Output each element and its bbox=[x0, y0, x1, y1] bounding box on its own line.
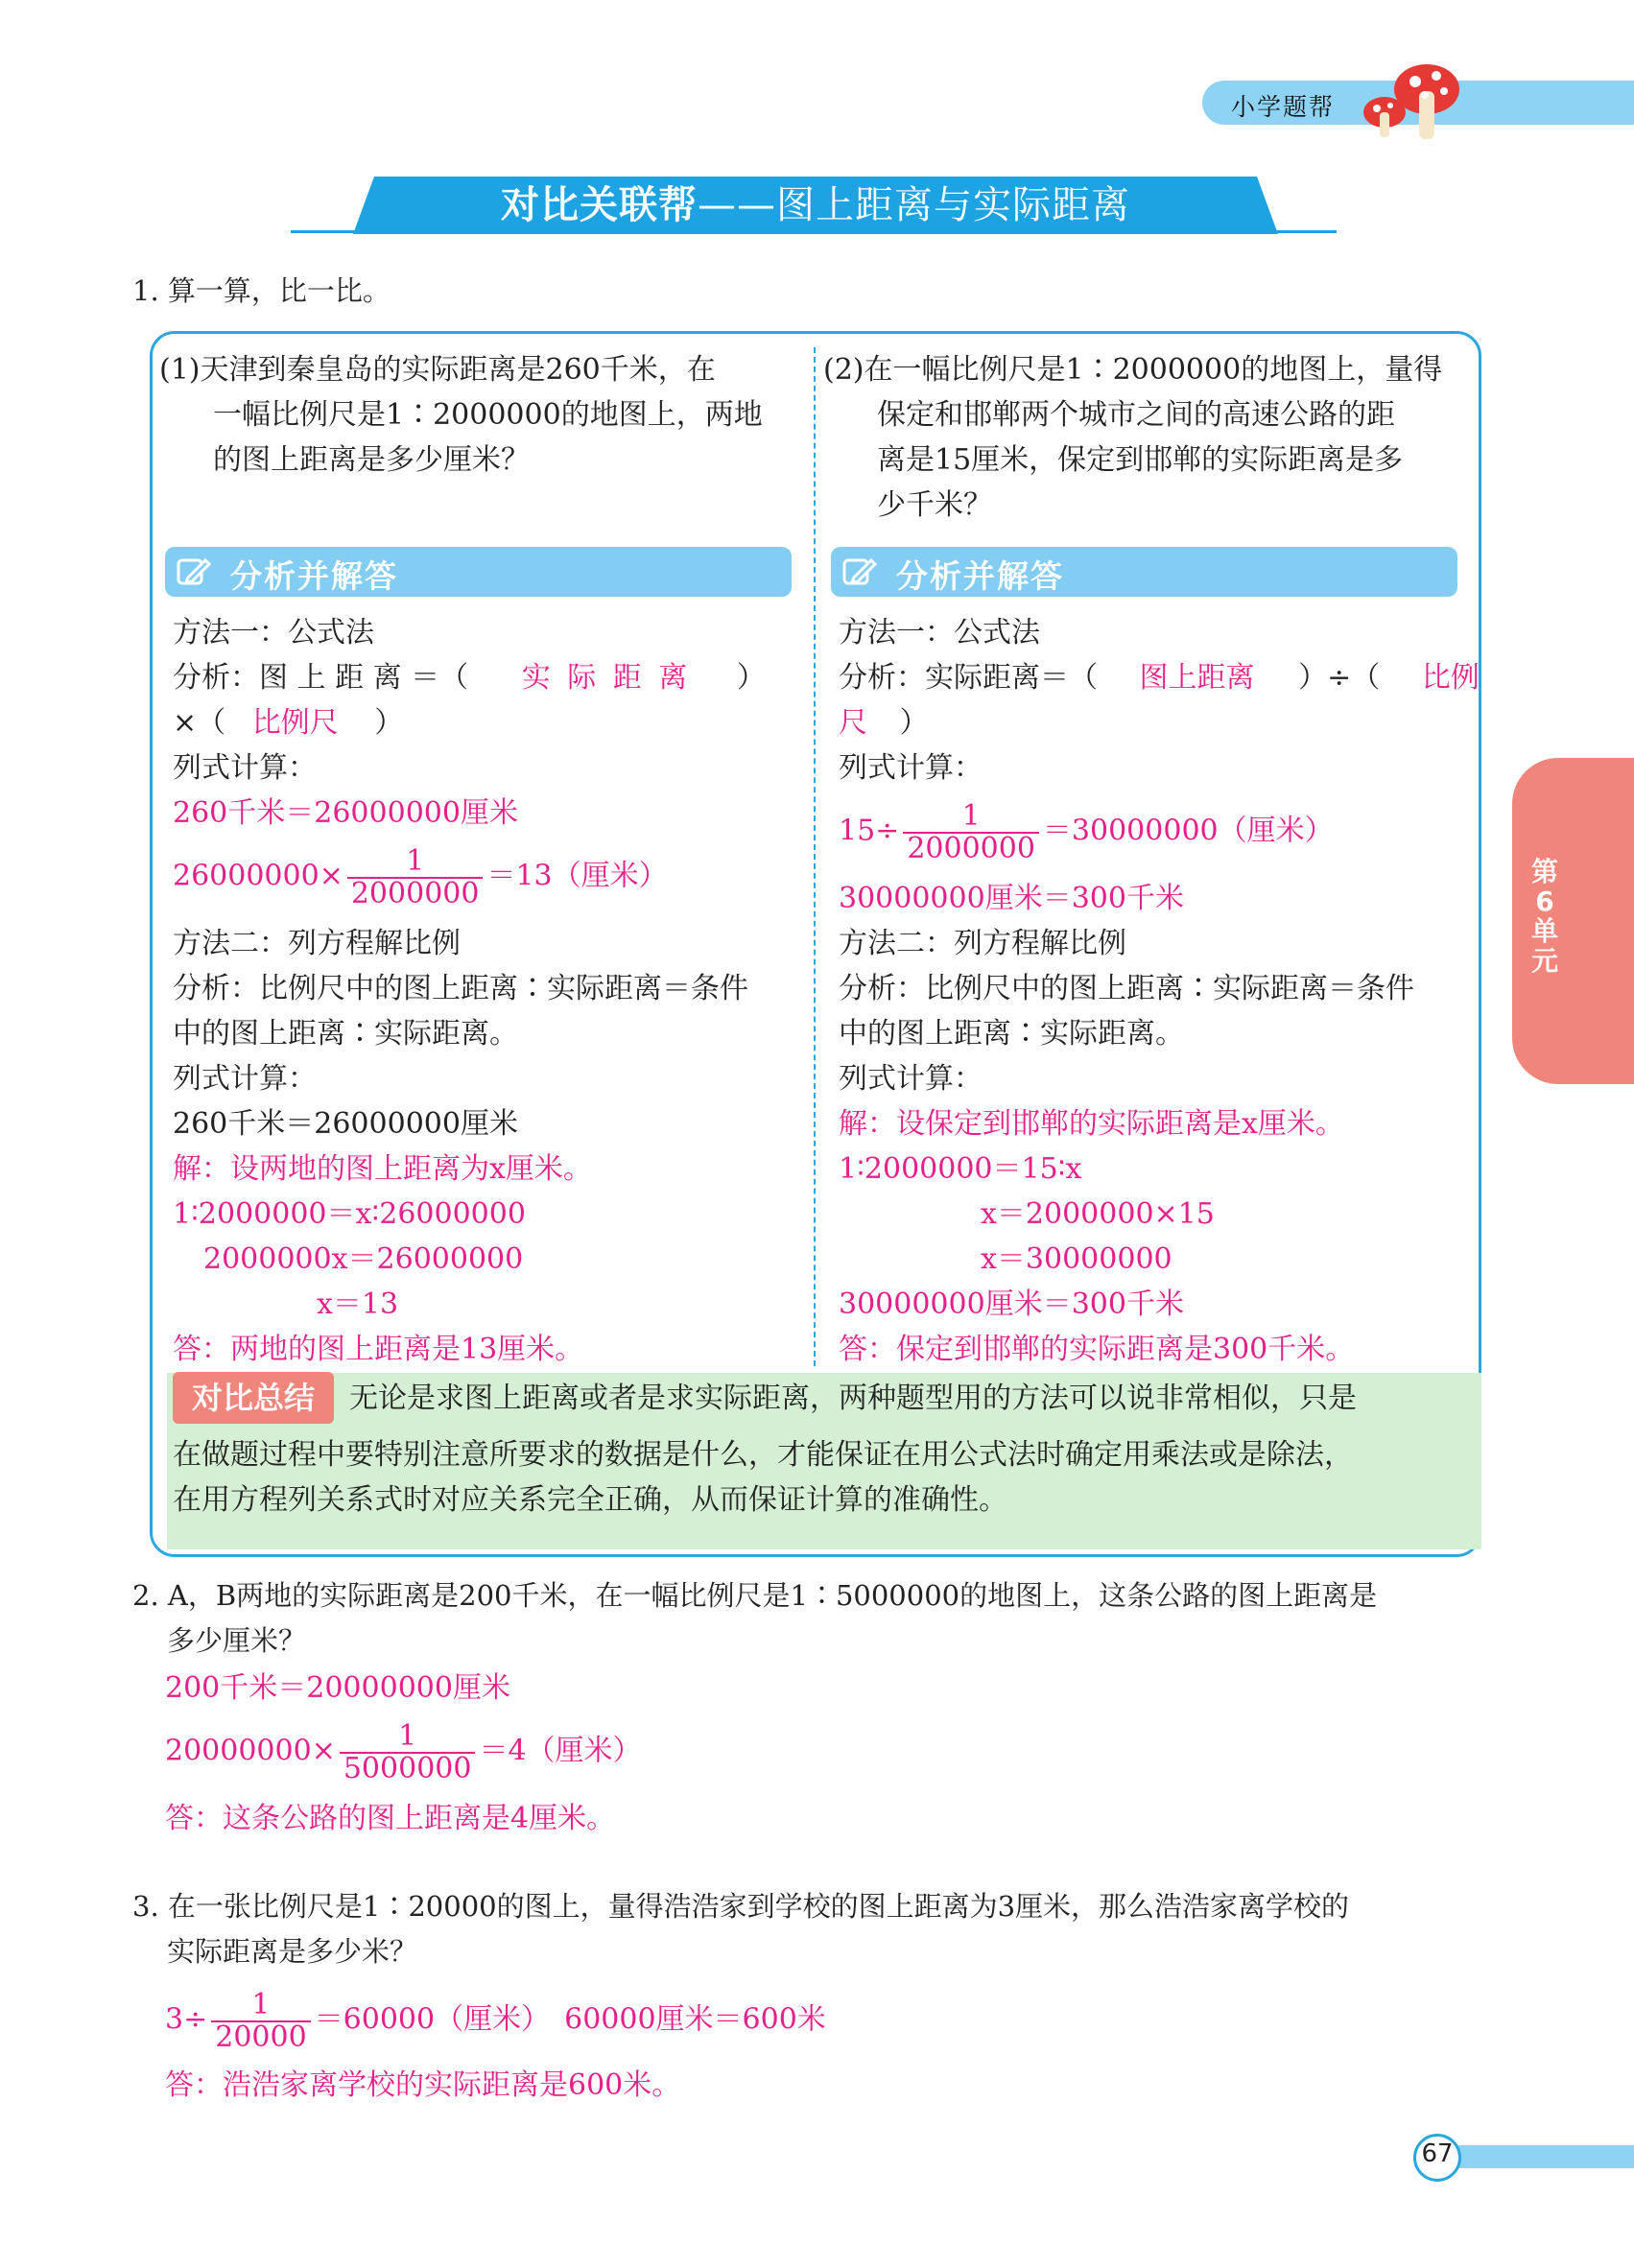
right-blank-2-cont: 尺 bbox=[839, 706, 867, 740]
left-m1-analysis bbox=[173, 655, 766, 700]
right-problem-line: 少千米？ bbox=[877, 488, 992, 522]
right-m2-calc-label: 列式计算： bbox=[839, 1062, 983, 1096]
summary-line: 在做题过程中要特别注意所要求的数据是什么，才能保证在用公式法时确定用乘法或是除法， bbox=[173, 1438, 1353, 1472]
right-m2-solve-4: x＝30000000 bbox=[981, 1242, 1172, 1276]
right-analysis-title: 分析并解答 bbox=[896, 557, 1064, 595]
right-m1-analysis-prefix: 分析：实际距离＝（ bbox=[839, 661, 1098, 695]
left-method2-title: 方法二：列方程解比例 bbox=[173, 927, 461, 960]
left-calc-label: 列式计算： bbox=[173, 751, 317, 785]
title-part-b: ——图上距离与实际距离 bbox=[698, 183, 1130, 227]
unit-char: 第 bbox=[1530, 856, 1558, 887]
left-m2-solve-1: 解：设两地的图上距离为x厘米。 bbox=[173, 1152, 592, 1186]
q3-stem-2: 实际距离是多少米？ bbox=[167, 1935, 418, 1968]
right-m2-analysis-1: 分析：比例尺中的图上距离∶实际距离＝条件 bbox=[839, 972, 1414, 1005]
left-step2-right: ＝13（厘米） bbox=[486, 859, 668, 893]
right-method2-title: 方法二：列方程解比例 bbox=[839, 927, 1126, 960]
q2-step2-left: 20000000× bbox=[165, 1734, 336, 1768]
pencil-icon bbox=[842, 556, 877, 587]
q2-step2-right: ＝4（厘米） bbox=[479, 1734, 642, 1768]
left-m2-given: 260千米＝26000000厘米 bbox=[173, 1107, 518, 1141]
q2-step1: 200千米＝20000000厘米 bbox=[165, 1671, 510, 1705]
left-fraction bbox=[347, 846, 484, 909]
left-m2-calc-label: 列式计算： bbox=[173, 1062, 317, 1096]
right-problem-line: 保定和邯郸两个城市之间的高速公路的距 bbox=[877, 398, 1395, 432]
right-m1-step1 bbox=[839, 801, 1334, 863]
left-problem bbox=[159, 347, 763, 483]
q2-fraction bbox=[340, 1721, 476, 1784]
right-answer: 答：保定到邯郸的实际距离是300千米。 bbox=[839, 1333, 1355, 1366]
right-fraction bbox=[903, 801, 1039, 863]
right-step1-left: 15÷ bbox=[839, 814, 900, 848]
fraction-denominator: 2000000 bbox=[903, 832, 1039, 864]
pencil-icon bbox=[177, 556, 211, 587]
left-problem-line: 的图上距离是多少厘米？ bbox=[213, 443, 530, 477]
series-label: 小学题帮 bbox=[1231, 93, 1336, 121]
page-number: 67 bbox=[1421, 2139, 1454, 2168]
mushroom-icon bbox=[1348, 53, 1473, 149]
left-m2-analysis-1: 分析：比例尺中的图上距离∶实际距离＝条件 bbox=[173, 972, 748, 1005]
left-analysis-title: 分析并解答 bbox=[230, 557, 398, 595]
left-answer: 答：两地的图上距离是13厘米。 bbox=[173, 1333, 584, 1366]
left-m1-line2-suffix: ） bbox=[374, 706, 404, 740]
right-blank-2: 比例 bbox=[1421, 661, 1480, 695]
fraction-numerator: 1 bbox=[406, 844, 425, 878]
right-m2-solve-3: x＝2000000×15 bbox=[981, 1197, 1215, 1231]
q3-answer: 答：浩浩家离学校的实际距离是600米。 bbox=[165, 2068, 681, 2102]
footer-bar bbox=[1435, 2145, 1634, 2168]
right-m1-analysis-mid: ）÷（ bbox=[1298, 661, 1381, 695]
right-calc-label: 列式计算： bbox=[839, 751, 983, 785]
unit-char: 元 bbox=[1530, 945, 1558, 977]
left-blank-1: 实 际 距 离 bbox=[521, 661, 692, 695]
left-m1-step1: 260千米＝26000000厘米 bbox=[173, 796, 518, 830]
left-blank-2: 比例尺 bbox=[251, 706, 339, 740]
summary-line: 在用方程列关系式时对应关系完全正确，从而保证计算的准确性。 bbox=[173, 1483, 1007, 1517]
q3-step-left: 3÷ bbox=[165, 2002, 208, 2037]
left-m2-solve-2: 1∶2000000＝x∶26000000 bbox=[173, 1197, 526, 1231]
left-method1-title: 方法一：公式法 bbox=[173, 616, 374, 650]
unit-tab-label bbox=[1526, 857, 1564, 976]
q2-step2 bbox=[165, 1721, 642, 1784]
left-m2-solve-3: 2000000x＝26000000 bbox=[203, 1242, 524, 1276]
summary-tag-label: 对比总结 bbox=[191, 1380, 315, 1416]
left-m1-step2 bbox=[173, 846, 668, 909]
column-divider bbox=[814, 347, 816, 1366]
right-m2-solve-2: 1∶2000000＝15∶x bbox=[839, 1152, 1082, 1186]
left-step2-left: 26000000× bbox=[173, 859, 343, 893]
left-m2-analysis-2: 中的图上距离∶实际距离。 bbox=[173, 1017, 518, 1051]
left-m1-analysis-suffix: ） bbox=[736, 661, 766, 695]
page-title bbox=[353, 178, 1278, 232]
fraction-numerator: 1 bbox=[251, 1988, 271, 2021]
left-m1-line2-prefix: ×（ bbox=[173, 706, 226, 740]
right-problem-line: 离是15厘米，保定到邯郸的实际距离是多 bbox=[877, 443, 1404, 477]
fraction-numerator: 1 bbox=[398, 1719, 417, 1753]
q3-step bbox=[165, 1990, 826, 2052]
q1-stem: 1. 算一算，比一比。 bbox=[132, 274, 391, 307]
right-problem bbox=[823, 347, 1442, 528]
fraction-denominator: 20000 bbox=[211, 2020, 310, 2053]
right-m1-analysis bbox=[839, 655, 1480, 700]
q3-fraction bbox=[211, 1990, 310, 2052]
unit-char: 单 bbox=[1530, 915, 1558, 947]
right-m2-solve-5: 30000000厘米＝300千米 bbox=[839, 1288, 1184, 1321]
right-m1-line2-suffix: ） bbox=[899, 706, 929, 740]
left-problem-line: 一幅比例尺是1∶2000000的地图上，两地 bbox=[213, 398, 763, 432]
unit-char: 6 bbox=[1535, 886, 1554, 917]
right-method1-title: 方法一：公式法 bbox=[839, 616, 1040, 650]
left-m2-solve-4: x＝13 bbox=[317, 1288, 399, 1321]
fraction-numerator: 1 bbox=[961, 799, 981, 833]
fraction-denominator: 2000000 bbox=[347, 877, 484, 910]
summary-line: 无论是求图上距离或者是求实际距离，两种题型用的方法可以说非常相似，只是 bbox=[349, 1382, 1357, 1415]
q2-stem-1: 2. A，B两地的实际距离是200千米，在一幅比例尺是1∶5000000的地图上，这条公路的图上距离是 bbox=[132, 1579, 1378, 1612]
right-m2-solve-1: 解：设保定到邯郸的实际距离是x厘米。 bbox=[839, 1107, 1344, 1141]
left-problem-line: (1)天津到秦皇岛的实际距离是260千米，在 bbox=[159, 353, 716, 387]
right-blank-1: 图上距离 bbox=[1139, 661, 1255, 695]
right-m1-step2: 30000000厘米＝300千米 bbox=[839, 882, 1184, 915]
fraction-denominator: 5000000 bbox=[340, 1752, 476, 1784]
title-part-a: 对比关联帮 bbox=[501, 183, 698, 227]
right-problem-line: (2)在一幅比例尺是1∶2000000的地图上，量得 bbox=[823, 353, 1443, 387]
right-m1-analysis-2 bbox=[839, 700, 929, 745]
q3-step-right: ＝60000（厘米） 60000厘米＝600米 bbox=[314, 2002, 826, 2037]
right-step1-right: ＝30000000（厘米） bbox=[1042, 814, 1334, 848]
left-m1-analysis-prefix: 分析：图 上 距 离 ＝（ bbox=[173, 661, 469, 695]
right-m2-analysis-2: 中的图上距离∶实际距离。 bbox=[839, 1017, 1184, 1051]
left-m1-analysis-2 bbox=[173, 700, 403, 745]
q3-stem-1: 3. 在一张比例尺是1∶20000的图上，量得浩浩家到学校的图上距离为3厘米，那么浩浩家离学校的 bbox=[132, 1890, 1350, 1923]
q2-stem-2: 多少厘米？ bbox=[167, 1624, 307, 1657]
q2-answer: 答：这条公路的图上距离是4厘米。 bbox=[165, 1802, 616, 1835]
